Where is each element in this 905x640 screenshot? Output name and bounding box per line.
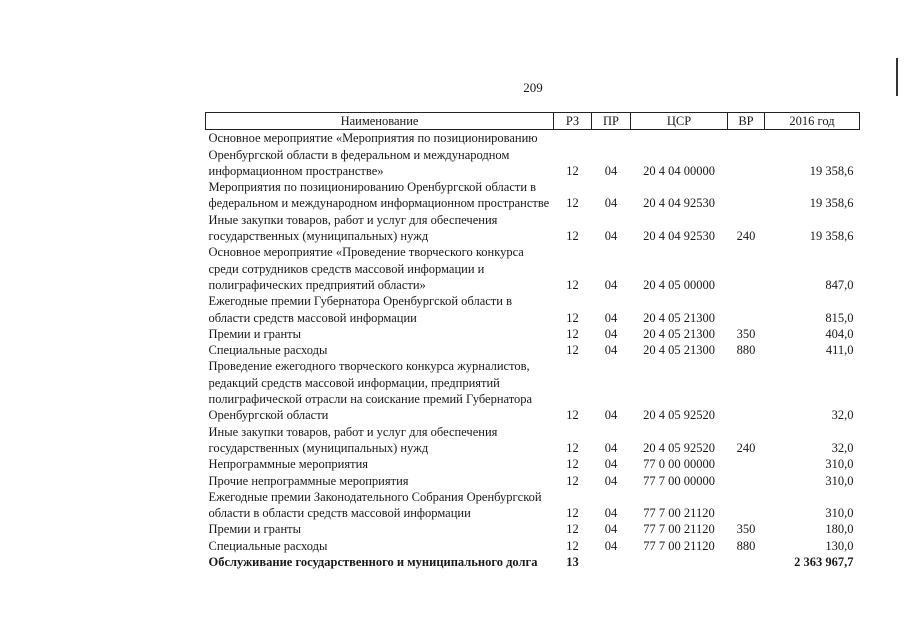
- cell-pr: [592, 554, 631, 570]
- cell-vr: [728, 130, 765, 179]
- cell-csr: 20 4 05 21300: [643, 343, 715, 358]
- cell-amount: 130,0: [825, 538, 854, 553]
- cell-name: Иные закупки товаров, работ и услуг для обеспечения государственных (муниципальных) нужд: [208, 212, 498, 244]
- cell-csr: 77 7 00 21120: [643, 522, 715, 537]
- cell-rz: 12: [566, 522, 579, 537]
- cell-vr: 880: [736, 343, 756, 358]
- cell-amount: 310,0: [825, 473, 854, 488]
- cell-csr: 20 4 05 21300: [643, 326, 715, 341]
- cell-rz: 12: [566, 163, 579, 178]
- table-row: [206, 342, 860, 358]
- cell-name: Специальные расходы: [208, 538, 328, 553]
- table-row: [206, 130, 860, 179]
- cell-pr: 04: [604, 408, 618, 423]
- cell-amount: 310,0: [825, 457, 854, 472]
- cell-csr: 77 0 00 00000: [643, 457, 715, 472]
- cell-name: Обслуживание государственного и муниципального долга: [208, 555, 538, 570]
- cell-pr: 04: [604, 538, 618, 553]
- cell-rz: 12: [566, 229, 579, 244]
- table-row: [206, 424, 860, 457]
- cell-name: Основное мероприятие «Мероприятия по позиционированию Оренбургской области в федеральном и международном информационном пространстве»: [208, 131, 538, 178]
- cell-pr: 04: [604, 326, 618, 341]
- cell-csr: 20 4 04 00000: [643, 163, 715, 178]
- table-row: [206, 538, 860, 554]
- cell-csr: 77 7 00 21120: [643, 506, 715, 521]
- header-rz: РЗ: [554, 113, 592, 130]
- cell-vr: 880: [736, 538, 756, 553]
- cell-pr: 04: [604, 310, 618, 325]
- cell-amount: 847,0: [825, 277, 854, 292]
- cell-rz: 12: [566, 506, 579, 521]
- cell-rz: 12: [566, 457, 579, 472]
- cell-csr: 20 4 04 92530: [643, 196, 715, 211]
- header-name: Наименование: [206, 113, 554, 130]
- table-row: [206, 293, 860, 326]
- cell-name: Премии и гранты: [208, 522, 302, 537]
- cell-name: Премии и гранты: [208, 326, 302, 341]
- cell-csr: 77 7 00 00000: [643, 473, 715, 488]
- table-row: [206, 212, 860, 245]
- cell-csr: 20 4 05 00000: [643, 277, 715, 292]
- cell-pr: 04: [604, 229, 618, 244]
- table-row: [206, 521, 860, 537]
- cell-csr: 20 4 05 92520: [643, 408, 715, 423]
- cell-pr: 04: [604, 163, 618, 178]
- cell-pr: 04: [604, 506, 618, 521]
- page-number: 209: [523, 80, 543, 95]
- budget-table: [205, 112, 860, 570]
- cell-amount: 19 358,6: [809, 229, 854, 244]
- cell-name: Прочие непрограммные мероприятия: [208, 473, 409, 488]
- cell-rz: 13: [566, 555, 579, 570]
- header-csr: ЦСР: [631, 113, 728, 130]
- cell-vr: [728, 554, 765, 570]
- table-row: [206, 554, 860, 570]
- table-row: [206, 456, 860, 472]
- table-row: [206, 244, 860, 293]
- header-year: 2016 год: [765, 113, 860, 130]
- header-row: [206, 113, 860, 130]
- cell-rz: 12: [566, 440, 579, 455]
- cell-vr: 240: [736, 440, 756, 455]
- margin-mark: [896, 58, 898, 96]
- cell-rz: 12: [566, 196, 579, 211]
- cell-amount: 32,0: [831, 408, 854, 423]
- cell-vr: [728, 358, 765, 423]
- cell-rz: 12: [566, 473, 579, 488]
- cell-vr: [728, 293, 765, 326]
- cell-name: Непрограммные мероприятия: [208, 457, 369, 472]
- header-vr: ВР: [728, 113, 765, 130]
- cell-pr: 04: [604, 473, 618, 488]
- cell-csr: 20 4 05 92520: [643, 440, 715, 455]
- cell-csr: [631, 554, 728, 570]
- cell-rz: 12: [566, 326, 579, 341]
- cell-vr: [728, 244, 765, 293]
- table-row: [206, 358, 860, 423]
- cell-vr: [728, 473, 765, 489]
- cell-amount: 180,0: [825, 522, 854, 537]
- table-row: [206, 326, 860, 342]
- cell-amount: 19 358,6: [809, 196, 854, 211]
- cell-rz: 12: [566, 277, 579, 292]
- table-row: [206, 473, 860, 489]
- cell-amount: 815,0: [825, 310, 854, 325]
- cell-vr: [728, 179, 765, 212]
- cell-amount: 2 363 967,7: [794, 555, 854, 570]
- cell-amount: 310,0: [825, 506, 854, 521]
- cell-vr: 350: [736, 522, 756, 537]
- cell-pr: 04: [604, 343, 618, 358]
- cell-pr: 04: [604, 196, 618, 211]
- cell-amount: 32,0: [831, 440, 854, 455]
- cell-rz: 12: [566, 408, 579, 423]
- cell-name: Основное мероприятие «Проведение творческого конкурса среди сотрудников средств массовой информации и полиграфических предприятий области»: [208, 245, 524, 292]
- cell-pr: 04: [604, 457, 618, 472]
- cell-pr: 04: [604, 522, 618, 537]
- cell-vr: [728, 489, 765, 522]
- cell-csr: 77 7 00 21120: [643, 538, 715, 553]
- header-pr: ПР: [592, 113, 631, 130]
- cell-name: Ежегодные премии Губернатора Оренбургской области в области средств массовой информации: [208, 294, 512, 325]
- cell-amount: 19 358,6: [809, 163, 854, 178]
- cell-csr: 20 4 05 21300: [643, 310, 715, 325]
- cell-amount: 404,0: [825, 326, 854, 341]
- cell-csr: 20 4 04 92530: [643, 229, 715, 244]
- cell-amount: 411,0: [825, 343, 854, 358]
- cell-name: Проведение ежегодного творческого конкурса журналистов, редакций средств массовой информации, предприятий полиграфической отрасли на соискание премий Губернатора Оренбургской области: [208, 359, 533, 423]
- cell-vr: 240: [736, 229, 756, 244]
- cell-vr: 350: [736, 326, 756, 341]
- cell-pr: 04: [604, 277, 618, 292]
- table-row: [206, 179, 860, 212]
- cell-pr: 04: [604, 440, 618, 455]
- cell-vr: [728, 456, 765, 472]
- table-row: [206, 489, 860, 522]
- cell-rz: 12: [566, 343, 579, 358]
- cell-rz: 12: [566, 310, 579, 325]
- cell-name: Специальные расходы: [208, 343, 328, 358]
- cell-name: Ежегодные премии Законодательного Собрания Оренбургской области в области средств массовой информации: [208, 489, 542, 521]
- cell-name: Иные закупки товаров, работ и услуг для обеспечения государственных (муниципальных) нужд: [208, 424, 498, 455]
- cell-rz: 12: [566, 538, 579, 553]
- cell-name: Мероприятия по позиционированию Оренбургской области в федеральном и международном информационном пространстве: [208, 180, 550, 211]
